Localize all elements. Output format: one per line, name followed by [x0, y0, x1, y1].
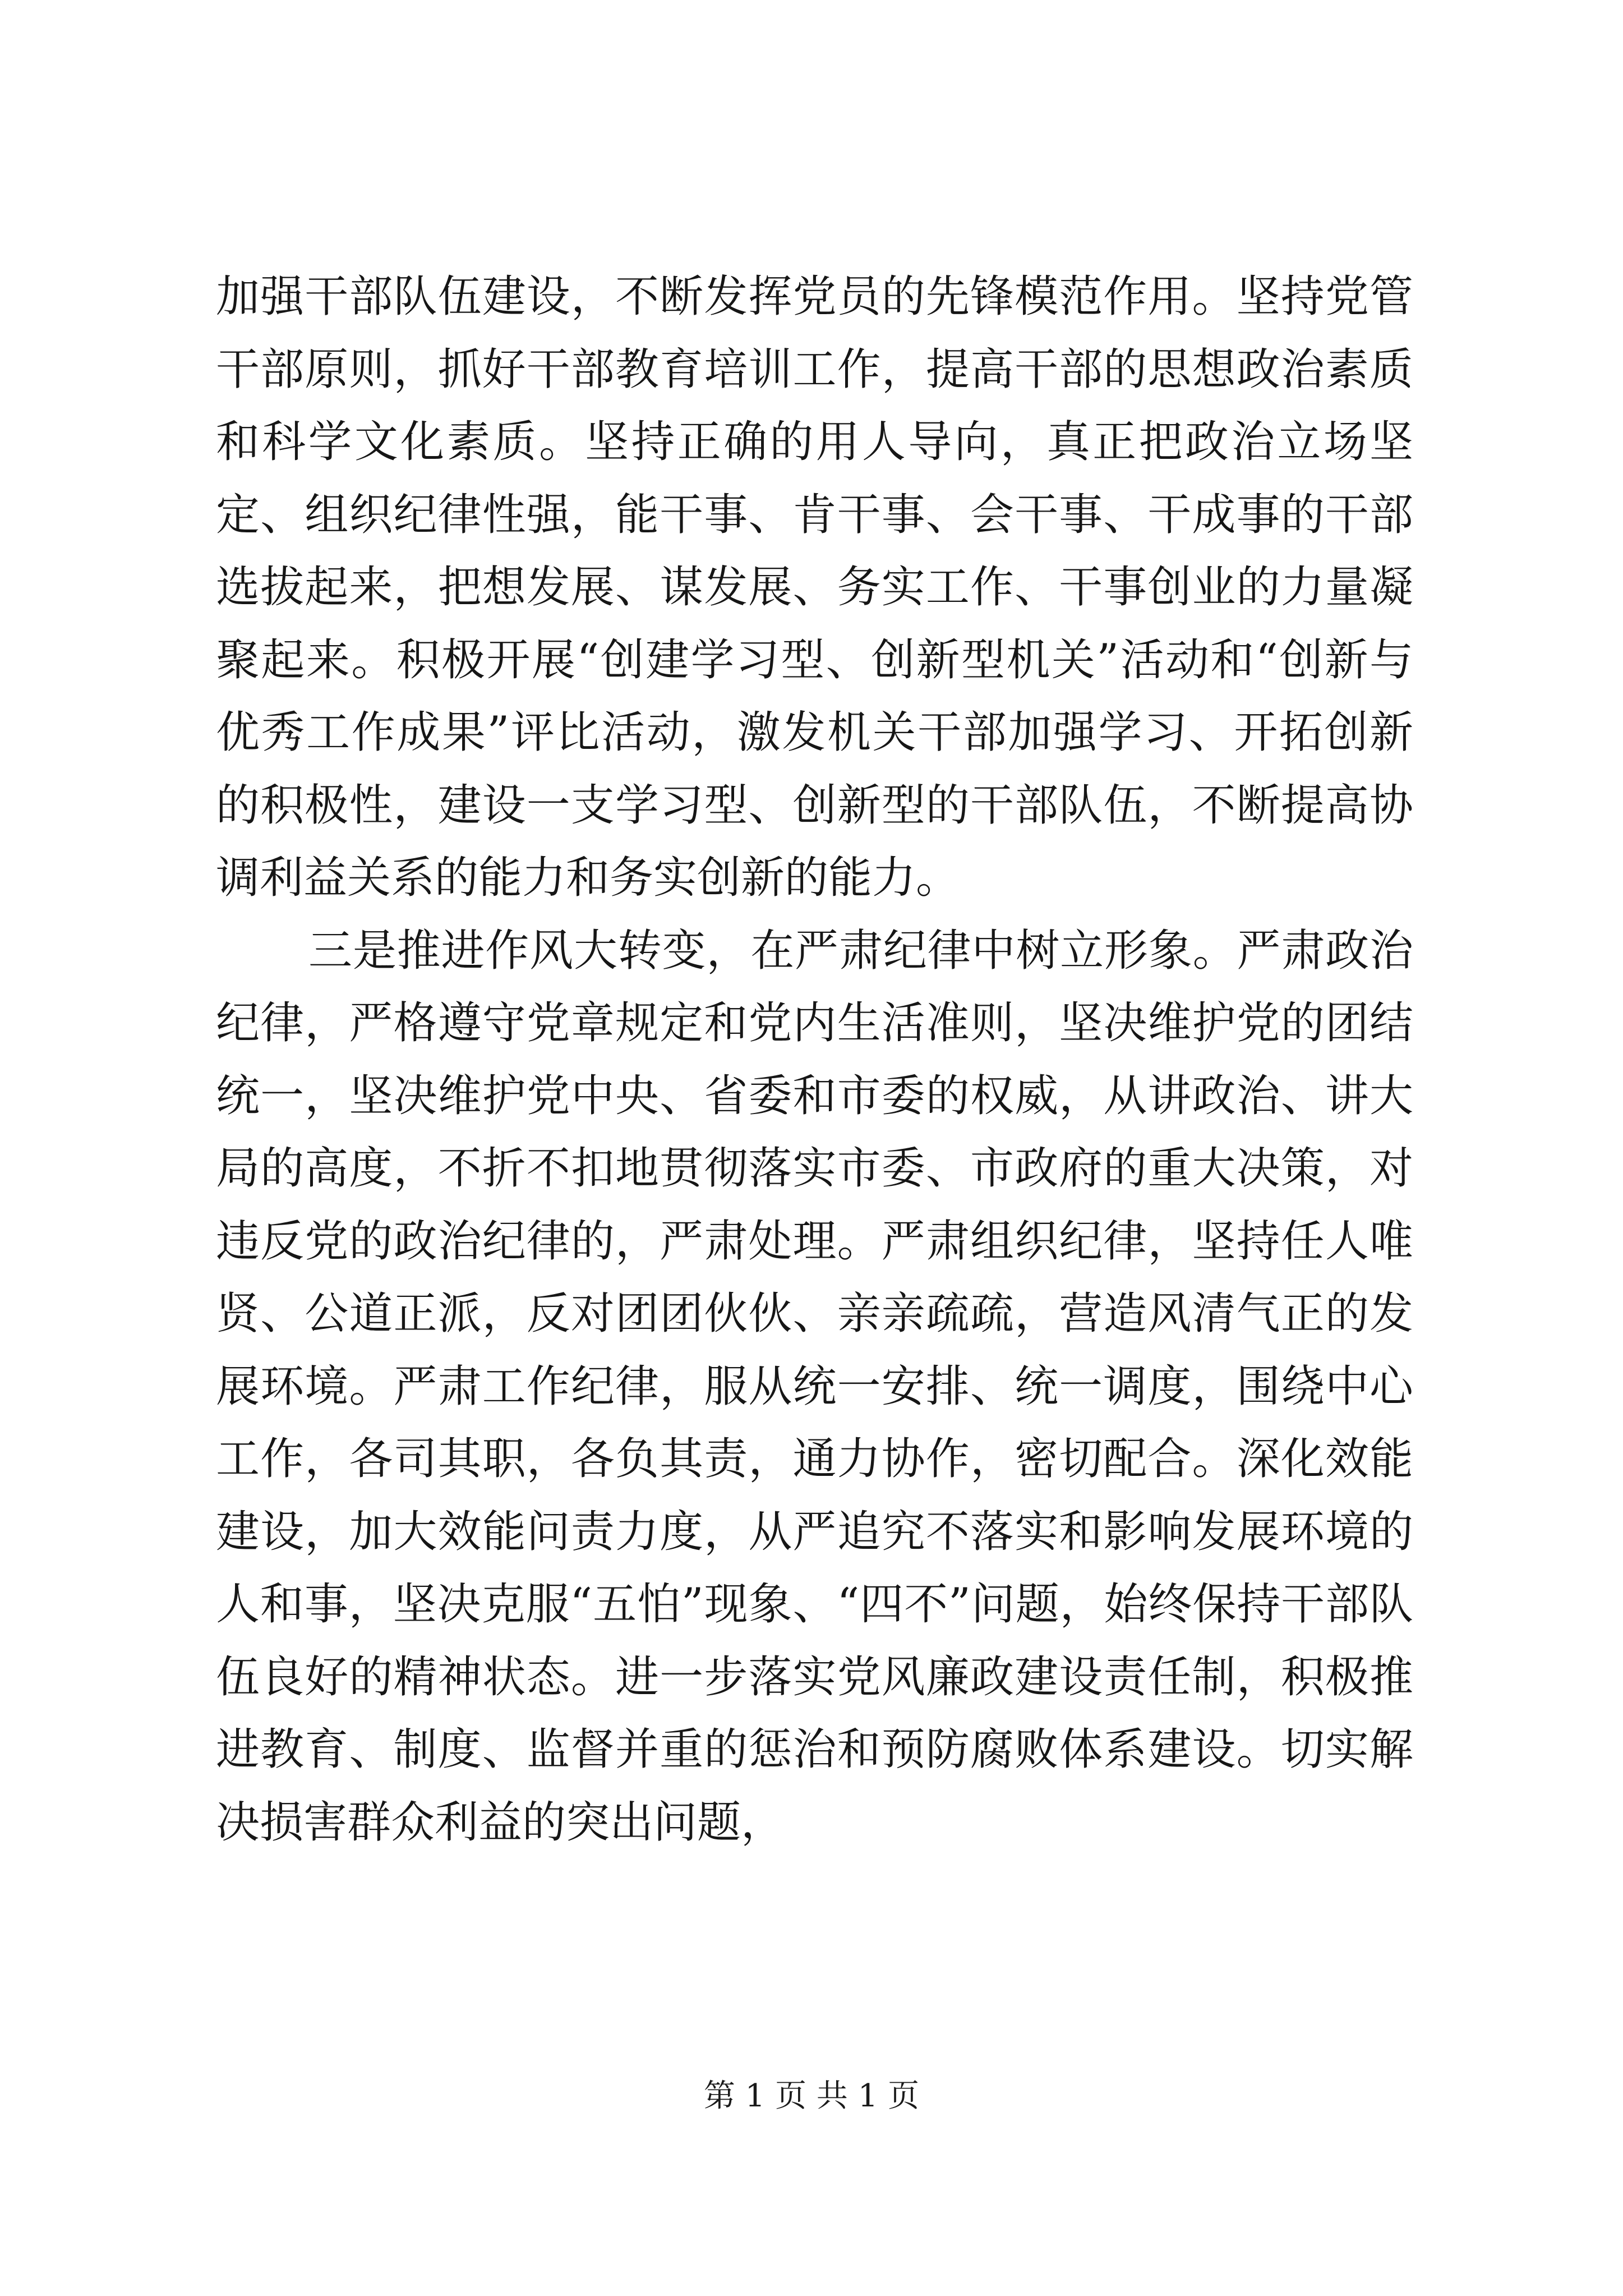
document-body	[216, 261, 1413, 1859]
page-footer: 第 1 页 共 1 页	[703, 2078, 920, 2114]
paragraph-1: 加强干部队伍建设，不断发挥党员的先锋模范作用。坚持党管干部原则，抓好干部教育培训工作，提高干部的思想政治素质和科学文化素质。坚持正确的用人导向，真正把政治立场坚定、组织纪律性强，能干事、肯干事、会干事、干成事的干部选拔起来，把想发展、谋发展、务实工作、干事创业的力量凝聚起来。积极开展“创建学习型、创新型机关”活动和“创新与优秀工作成果”评比活动，激发机关干部加强学习、开拓创新的积极性，建设一支学习型、创新型的干部队伍，不断提高协调利益关系的能力和务实创新的能力。	[216, 272, 1413, 903]
paragraph-2: 三是推进作风大转变，在严肃纪律中树立形象。严肃政治纪律，严格遵守党章规定和党内生活准则，坚决维护党的团结统一，坚决维护党中央、省委和市委的权威，从讲政治、讲大局的高度，不折不扣地贯彻落实市委、市政府的重大决策，对违反党的政治纪律的，严肃处理。严肃组织纪律，坚持任人唯贤、公道正派，反对团团伙伙、亲亲疏疏，营造风清气正的发展环境。严肃工作纪律，服从统一安排、统一调度，围绕中心工作，各司其职，各负其责，通力协作，密切配合。深化效能建设，加大效能问责力度，从严追究不落实和影响发展环境的人和事，坚决克服“五怕”现象、“四不”问题，始终保持干部队伍良好的精神状态。进一步落实党风廉政建设责任制，积极推进教育、制度、监督并重的惩治和预防腐败体系建设。切实解决损害群众利益的突出问题，	[216, 925, 1413, 1848]
